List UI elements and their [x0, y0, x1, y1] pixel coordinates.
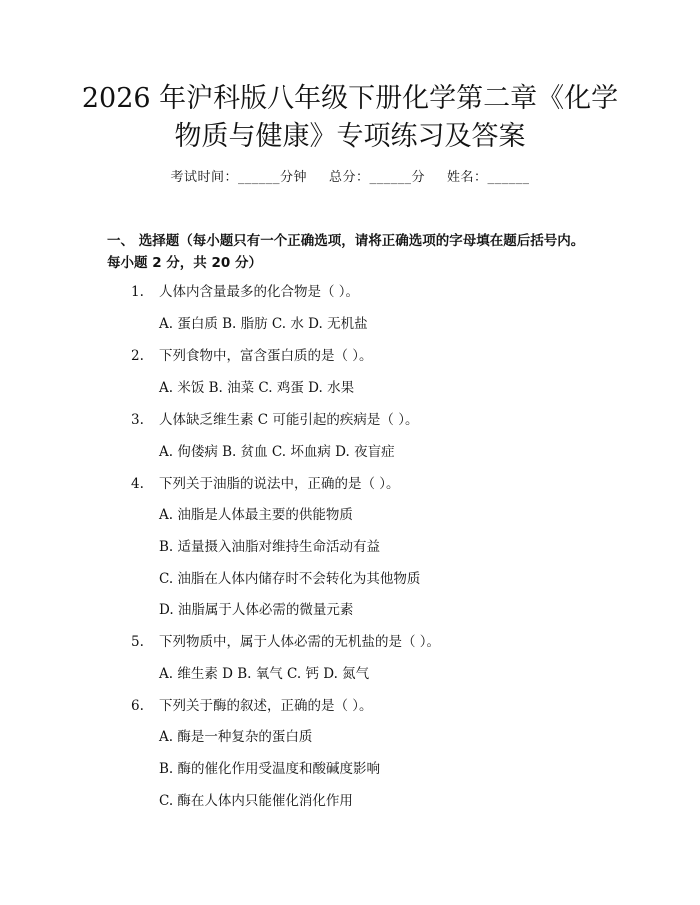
question-stem: 下列食物中，富含蛋白质的是（ ）。 — [159, 348, 373, 364]
exam-score: 总分：______分 — [328, 170, 425, 185]
question-5-options: A. 维生素 D B. 氧气 C. 钙 D. 氮气 — [159, 666, 370, 682]
question-number: 6. — [131, 698, 144, 714]
question-5 — [131, 632, 440, 652]
question-stem: 人体缺乏维生素 C 可能引起的疾病是（ ）。 — [159, 412, 419, 428]
question-stem: 下列关于油脂的说法中，正确的是（ ）。 — [159, 476, 400, 492]
question-number: 1. — [131, 284, 144, 300]
question-1 — [131, 282, 359, 302]
question-6-option-c: C. 酶在人体内只能催化消化作用 — [159, 793, 353, 809]
question-1-options: A. 蛋白质 B. 脂肪 C. 水 D. 无机盐 — [159, 316, 368, 332]
question-number: 4. — [131, 476, 144, 492]
section-heading-line-2: 每小题 2 分，共 20 分） — [107, 255, 262, 271]
title-line-2: 物质与健康》专项练习及答案 — [174, 121, 526, 152]
question-6 — [131, 696, 373, 716]
question-4 — [131, 474, 400, 494]
question-3 — [131, 410, 418, 430]
question-4-option-c: C. 油脂在人体内储存时不会转化为其他物质 — [159, 571, 421, 587]
title-line-1: 2026 年沪科版八年级下册化学第二章《化学 — [81, 83, 619, 114]
document-title — [60, 80, 640, 156]
section-heading-line-1: 一、 选择题（每小题只有一个正确选项，请将正确选项的字母填在题后括号内。 — [107, 233, 585, 249]
exam-name: 姓名：______ — [447, 170, 530, 185]
question-6-option-b: B. 酶的催化作用受温度和酸碱度影响 — [159, 761, 381, 777]
question-number: 3. — [131, 412, 144, 428]
question-number: 5. — [131, 634, 144, 650]
question-3-options: A. 佝偻病 B. 贫血 C. 坏血病 D. 夜盲症 — [159, 444, 395, 460]
question-stem: 人体内含量最多的化合物是（ ）。 — [159, 284, 360, 300]
exam-time: 考试时间：______分钟 — [170, 170, 307, 185]
question-6-option-a: A. 酶是一种复杂的蛋白质 — [159, 729, 313, 745]
question-4-option-b: B. 适量摄入油脂对维持生命活动有益 — [159, 539, 381, 555]
question-stem: 下列关于酶的叙述，正确的是（ ）。 — [159, 698, 373, 714]
question-4-option-a: A. 油脂是人体最主要的供能物质 — [159, 507, 353, 523]
question-stem: 下列物质中，属于人体必需的无机盐的是（ ）。 — [159, 634, 441, 650]
question-4-option-d: D. 油脂属于人体必需的微量元素 — [159, 602, 354, 618]
question-number: 2. — [131, 348, 144, 364]
question-2-options: A. 米饭 B. 油菜 C. 鸡蛋 D. 水果 — [159, 380, 355, 396]
question-2 — [131, 346, 373, 366]
section-heading — [107, 230, 607, 274]
exam-info — [0, 168, 700, 188]
